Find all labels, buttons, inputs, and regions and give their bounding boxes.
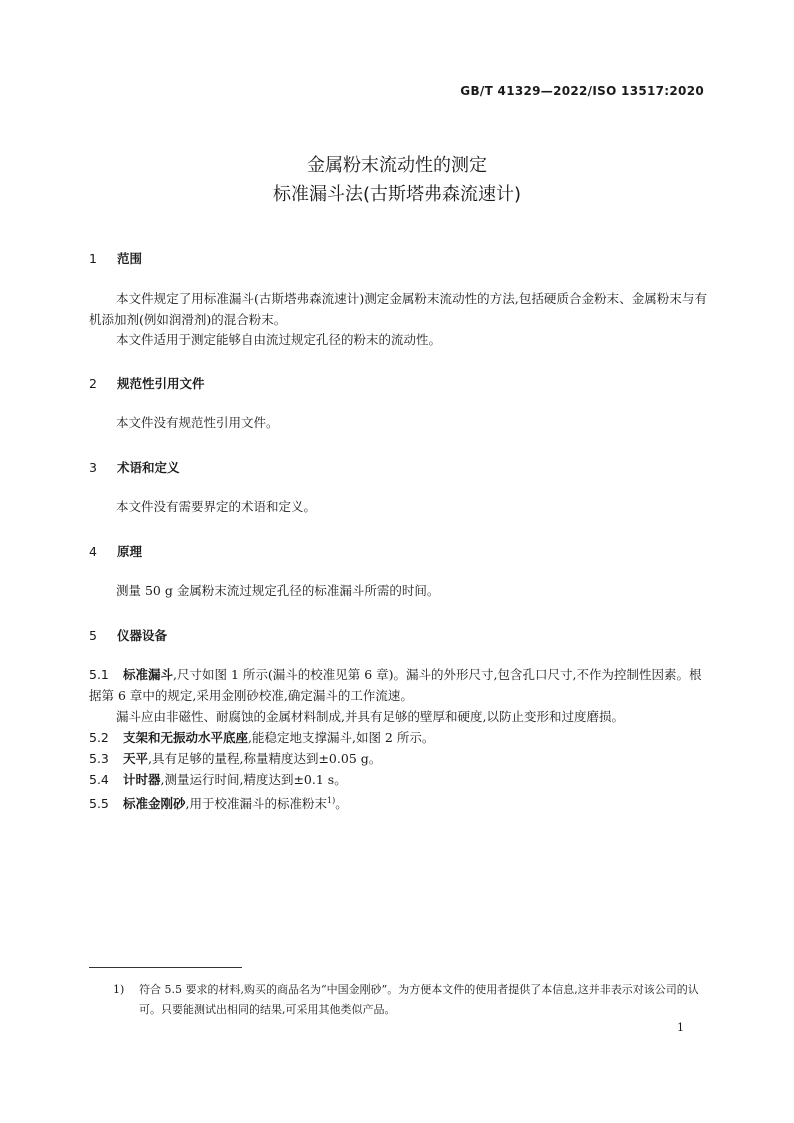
clause-keyword: 天平 (123, 751, 149, 766)
clause-number: 5.2 (89, 730, 109, 745)
footnote-mark: 1) (113, 983, 125, 996)
clause-number: 5.5 (89, 796, 109, 811)
section-number: 1 (89, 251, 97, 266)
clause-text: ,能稳定地支撑漏斗,如图 2 所示。 (248, 730, 435, 745)
section-heading-terms (89, 458, 180, 476)
section-title: 范围 (117, 251, 143, 266)
paragraph: 本文件规定了用标准漏斗(古斯塔弗森流速计)测定金属粉末流动性的方法,包括硬质合金粉末、金属粉末与有机添加剂(例如润滑剂)的混合粉末。 (89, 291, 707, 327)
clause-number: 5.3 (89, 751, 109, 766)
section-heading-principle (89, 542, 142, 560)
clause-text: ,测量运行时间,精度达到±0.1 s。 (160, 772, 347, 787)
clause-text: ,尺寸如图 1 所示(漏斗的校准见第 6 章)。漏斗的外形尺寸,包含孔口尺寸,不作为控制性因素。根据第 6 章中的规定,采用金刚砂校准,确定漏斗的工作流速。 (89, 667, 702, 703)
paragraph: 本文件适用于测定能够自由流过规定孔径的粉末的流动性。 (116, 332, 442, 347)
clause-5-3 (89, 748, 707, 769)
document-title-line1: 金属粉末流动性的测定 (307, 155, 487, 176)
clause-5-2 (89, 727, 707, 748)
clause-number: 5.1 (89, 667, 109, 682)
clause-text: ,具有足够的量程,称量精度达到±0.05 g。 (148, 751, 382, 766)
clause-keyword: 计时器 (123, 772, 161, 787)
section-number: 2 (89, 376, 97, 391)
section-title: 术语和定义 (117, 460, 180, 475)
footnote-divider (89, 967, 242, 968)
clause-5-4 (89, 769, 707, 790)
clause-number: 5.4 (89, 772, 109, 787)
section-number: 4 (89, 544, 97, 559)
section-number: 3 (89, 460, 97, 475)
standard-number: GB/T 41329—2022/ISO 13517:2020 (460, 84, 704, 98)
clause-end: 。 (335, 796, 348, 811)
page-number: 1 (677, 1021, 684, 1034)
paragraph: 测量 50 g 金属粉末流过规定孔径的标准漏斗所需的时间。 (116, 583, 440, 598)
clause-keyword: 支架和无振动水平底座 (123, 730, 249, 745)
clause-5-1 (89, 664, 707, 706)
section-heading-apparatus (89, 626, 167, 644)
paragraph: 本文件没有规范性引用文件。 (116, 415, 279, 430)
clause-5-5 (89, 790, 707, 814)
section-title: 仪器设备 (117, 628, 168, 643)
section-heading-normative-references (89, 374, 205, 392)
section-title: 规范性引用文件 (117, 376, 205, 391)
document-title-line2: 标准漏斗法(古斯塔弗森流速计) (272, 184, 522, 205)
footnote-reference[interactable]: 1) (327, 796, 336, 805)
footnote-text: 符合 5.5 要求的材料,购买的商品名为“中国金刚砂”。为方便本文件的使用者提供了本信息,这并非表示对该公司的认可。只要能测试出相同的结果,可采用其他类似产品。 (139, 983, 699, 1016)
section-title: 原理 (117, 544, 143, 559)
clause-keyword: 标准漏斗 (123, 667, 174, 682)
clause-text: ,用于校准漏斗的标准粉末 (185, 796, 327, 811)
paragraph: 漏斗应由非磁性、耐腐蚀的金属材料制成,并具有足够的壁厚和硬度,以防止变形和过度磨损。 (116, 709, 624, 724)
footnote (113, 980, 707, 1020)
paragraph: 本文件没有需要界定的术语和定义。 (116, 499, 317, 514)
section-heading-scope (89, 249, 142, 267)
section-number: 5 (89, 628, 97, 643)
clause-keyword: 标准金刚砂 (123, 796, 186, 811)
